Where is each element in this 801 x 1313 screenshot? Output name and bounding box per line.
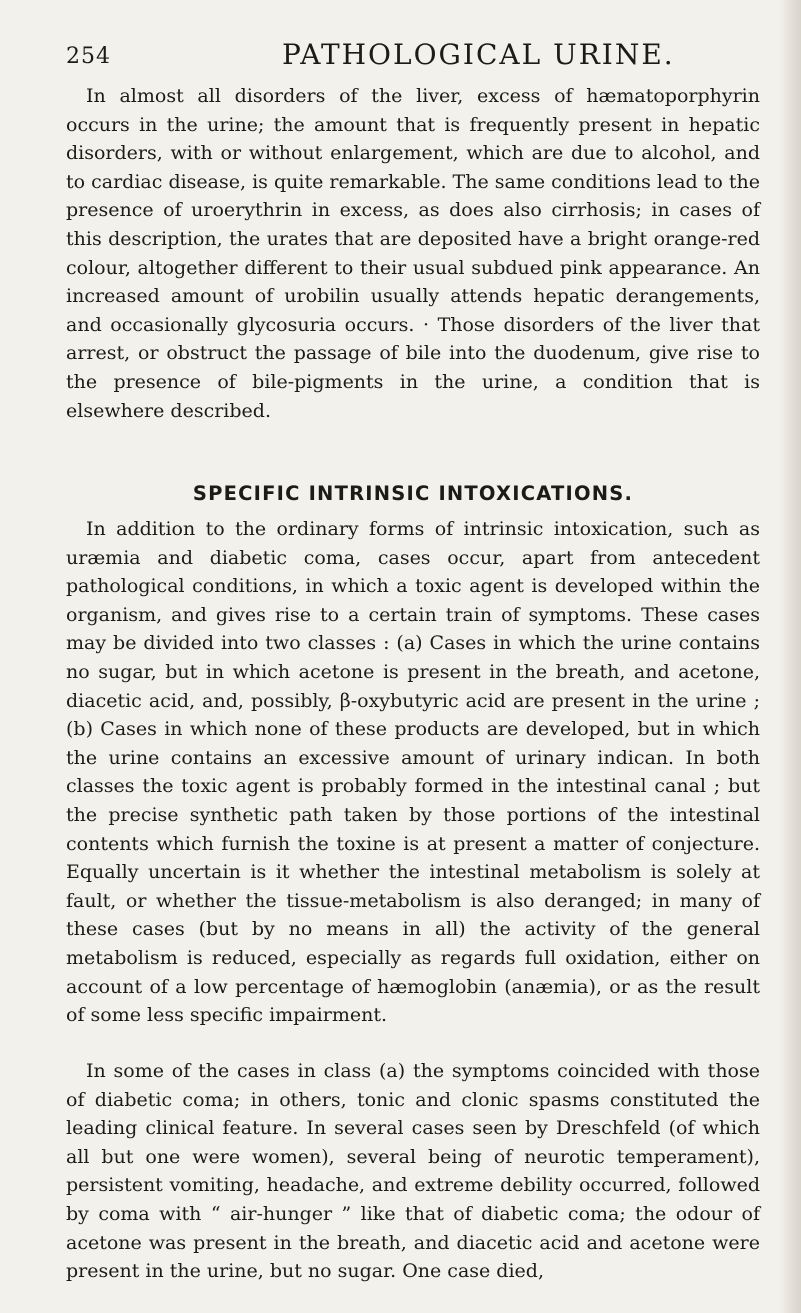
page-number: 254 xyxy=(66,44,111,69)
paragraph-liver-disorders: In almost all disorders of the liver, excess of hæmatoporphyrin occurs in the urine; the amount that is frequently present in hepatic disorders, with or without enlargement, which are due to alcohol, and to cardiac disease, is quite remarkable. The same conditions lead to the presence of uroerythrin in excess, as does also cirrhosis; in cases of this description, the urates that are deposited have a bright orange-red colour, altogether different to their usual subdued pink appearance. An increased amount of urobilin usually attends hepatic derangements, and occasionally glycosuria occurs. · Those disorders of the liver that arrest, or obstruct the passage of bile into the duodenum, give rise to the presence of bile-pigments in the urine, a condition that is elsewhere described. xyxy=(66,85,760,422)
page-edge-shadow xyxy=(779,0,801,1313)
running-title: PATHOLOGICAL URINE. xyxy=(282,38,675,71)
section-heading: SPECIFIC INTRINSIC INTOXICATIONS. xyxy=(192,482,634,505)
paragraph-class-a-cases: In some of the cases in class (a) the symptoms coincided with those of diabetic coma; in others, tonic and clonic spasms constituted the leading clinical feature. In several cases seen by Dreschfeld (of which all but one were women), several being of neurotic temperament), persistent vomiting, headache, and extreme debility occurred, followed by coma with “ air-hunger ” like that of diabetic coma; the odour of acetone was present in the breath, and diacetic acid and acetone were present in the urine, but no sugar. One case died, xyxy=(66,1060,760,1283)
running-head xyxy=(66,36,766,76)
paragraph-intrinsic-intoxication: In addition to the ordinary forms of intrinsic intoxication, such as uræmia and diabetic coma, cases occur, apart from antecedent pathological conditions, in which a toxic agent is developed within the organism, and gives rise to a certain train of symptoms. These cases may be divided into two classes : (a) Cases in which the urine contains no sugar, but in which acetone is present in the breath, and acetone, diacetic acid, and, possibly, β-oxybutyric acid are present in the urine ; (b) Cases in which none of these products are developed, but in which the urine contains an excessive amount of urinary indican. In both classes the toxic agent is probably formed in the intestinal canal ; but the precise synthetic path taken by those portions of the intestinal contents which furnish the toxine is at present a matter of conjecture. Equally uncertain is it whether the intestinal metabolism is solely at fault, or whether the tissue-metabolism is also deranged; in many of these cases (but by no means in all) the activity of the general metabolism is reduced, especially as regards full oxidation, either on account of a low percentage of hæmoglobin (anæmia), or as the result of some less specific impairment. xyxy=(66,518,760,1027)
